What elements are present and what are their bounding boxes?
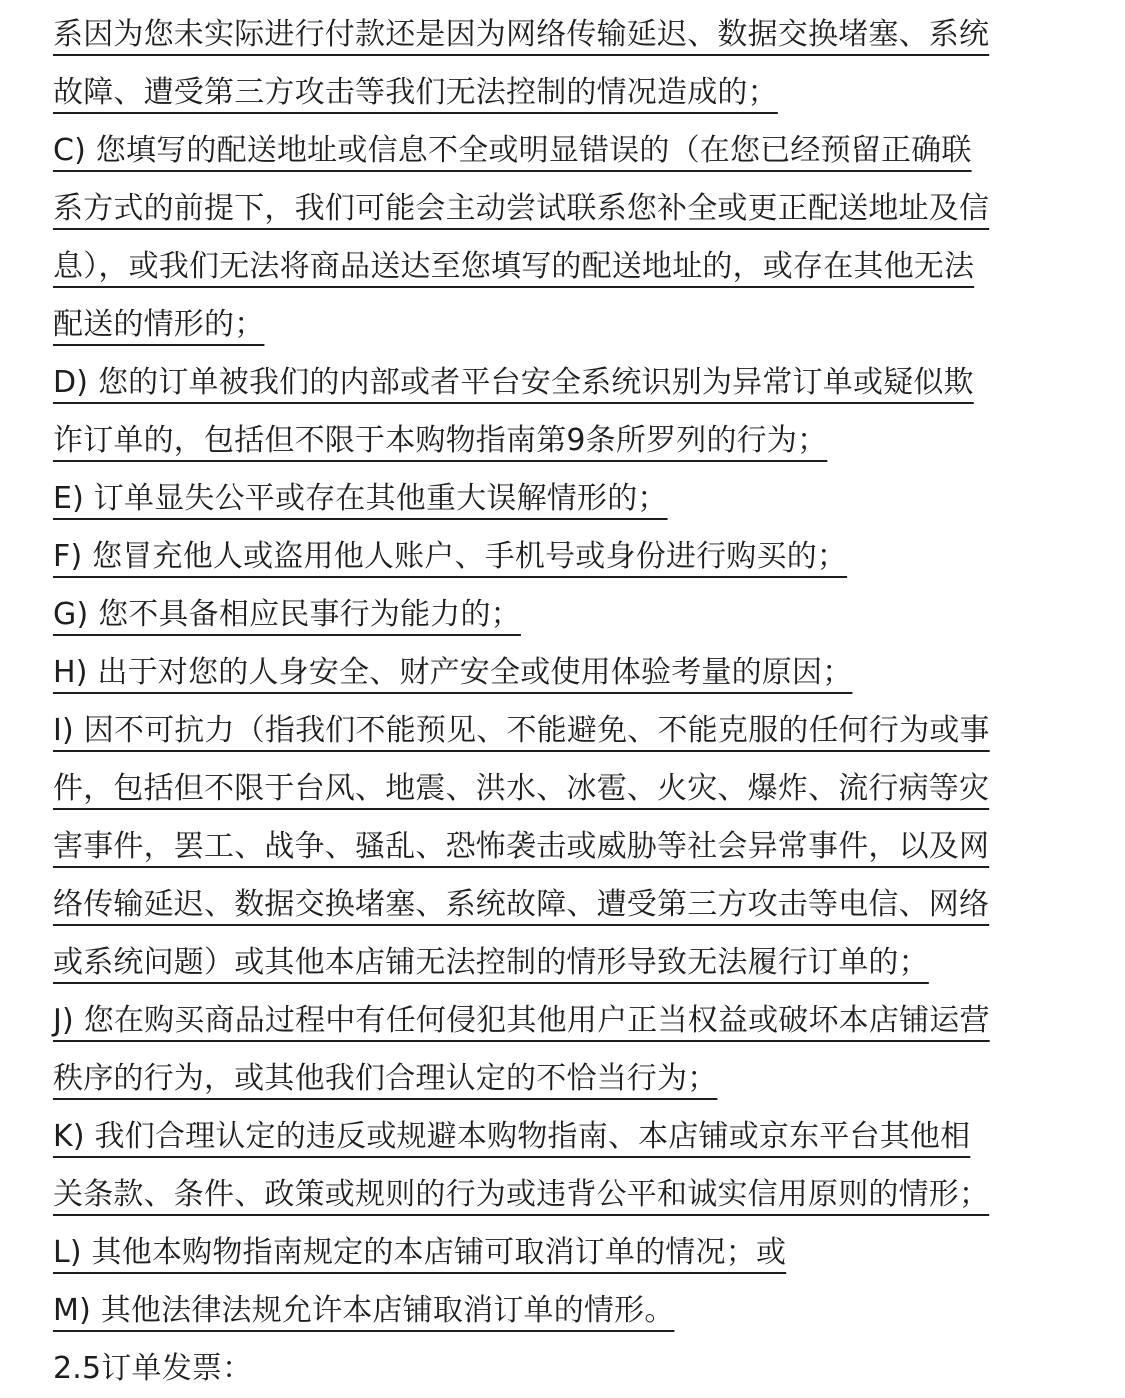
text-line-content: M) 其他法律法规允许本店铺取消订单的情形。 — [53, 1293, 675, 1328]
text-line-content: J) 您在购买商品过程中有任何侵犯其他用户正当权益或破坏本店铺运营 — [53, 1003, 990, 1038]
text-line-content: 或系统问题）或其他本店铺无法控制的情形导致无法履行订单的； — [53, 945, 929, 980]
text-line-content: D) 您的订单被我们的内部或者平台安全系统识别为异常订单或疑似欺 — [53, 365, 974, 400]
text-line — [53, 760, 1083, 818]
text-line-content: K) 我们合理认定的违反或规避本购物指南、本店铺或京东平台其他相 — [53, 1119, 971, 1154]
text-line-content: 配送的情形的； — [53, 307, 265, 342]
text-line — [53, 412, 1083, 470]
clause-c-line — [53, 122, 1083, 180]
clause-f-line — [53, 528, 1083, 586]
document-text — [53, 6, 1083, 1398]
text-line-content: E) 订单显失公平或存在其他重大误解情形的； — [53, 481, 668, 516]
text-line-content: 诈订单的，包括但不限于本购物指南第9条所罗列的行为； — [53, 423, 828, 458]
section-heading — [53, 1340, 1083, 1398]
clause-j-line — [53, 992, 1083, 1050]
text-line-content: 系因为您未实际进行付款还是因为网络传输延迟、数据交换堵塞、系统 — [53, 17, 990, 52]
text-line-content: 害事件，罢工、战争、骚乱、恐怖袭击或威胁等社会异常事件，以及网 — [53, 829, 990, 864]
text-line-content: 故障、遭受第三方攻击等我们无法控制的情况造成的； — [53, 75, 778, 110]
text-line-content: 秩序的行为，或其他我们合理认定的不恰当行为； — [53, 1061, 718, 1096]
clause-l-line — [53, 1224, 1083, 1282]
text-line-content: 络传输延迟、数据交换堵塞、系统故障、遭受第三方攻击等电信、网络 — [53, 887, 990, 922]
text-line-content: G) 您不具备相应民事行为能力的； — [53, 597, 521, 632]
text-line — [53, 1166, 1083, 1224]
text-line — [53, 6, 1083, 64]
text-line-content: H) 出于对您的人身安全、财产安全或使用体验考量的原因； — [53, 655, 853, 690]
text-line — [53, 64, 1083, 122]
text-line-content: 息），或我们无法将商品送达至您填写的配送地址的，或存在其他无法 — [53, 249, 975, 284]
clause-m-line — [53, 1282, 1083, 1340]
text-line-content: I) 因不可抗力（指我们不能预见、不能避免、不能克服的任何行为或事 — [53, 713, 990, 748]
text-line — [53, 876, 1083, 934]
clause-g-line — [53, 586, 1083, 644]
text-line-content: 2.5订单发票： — [53, 1351, 253, 1386]
text-line-content: L) 其他本购物指南规定的本店铺可取消订单的情况；或 — [53, 1235, 787, 1270]
text-line — [53, 934, 1083, 992]
clause-d-line — [53, 354, 1083, 412]
text-line-content: 关条款、条件、政策或规则的行为或违背公平和诚实信用原则的情形； — [53, 1177, 990, 1212]
text-line-content: F) 您冒充他人或盗用他人账户、手机号或身份进行购买的； — [53, 539, 848, 574]
text-line-content: 件，包括但不限于台风、地震、洪水、冰雹、火灾、爆炸、流行病等灾 — [53, 771, 990, 806]
text-line — [53, 818, 1083, 876]
text-line — [53, 180, 1083, 238]
text-line-content: C) 您填写的配送地址或信息不全或明显错误的（在您已经预留正确联 — [53, 133, 972, 168]
text-line-content: 系方式的前提下，我们可能会主动尝试联系您补全或更正配送地址及信 — [53, 191, 990, 226]
clause-h-line — [53, 644, 1083, 702]
clause-e-line — [53, 470, 1083, 528]
text-line — [53, 296, 1083, 354]
text-line — [53, 238, 1083, 296]
clause-k-line — [53, 1108, 1083, 1166]
clause-i-line — [53, 702, 1083, 760]
text-line — [53, 1050, 1083, 1108]
